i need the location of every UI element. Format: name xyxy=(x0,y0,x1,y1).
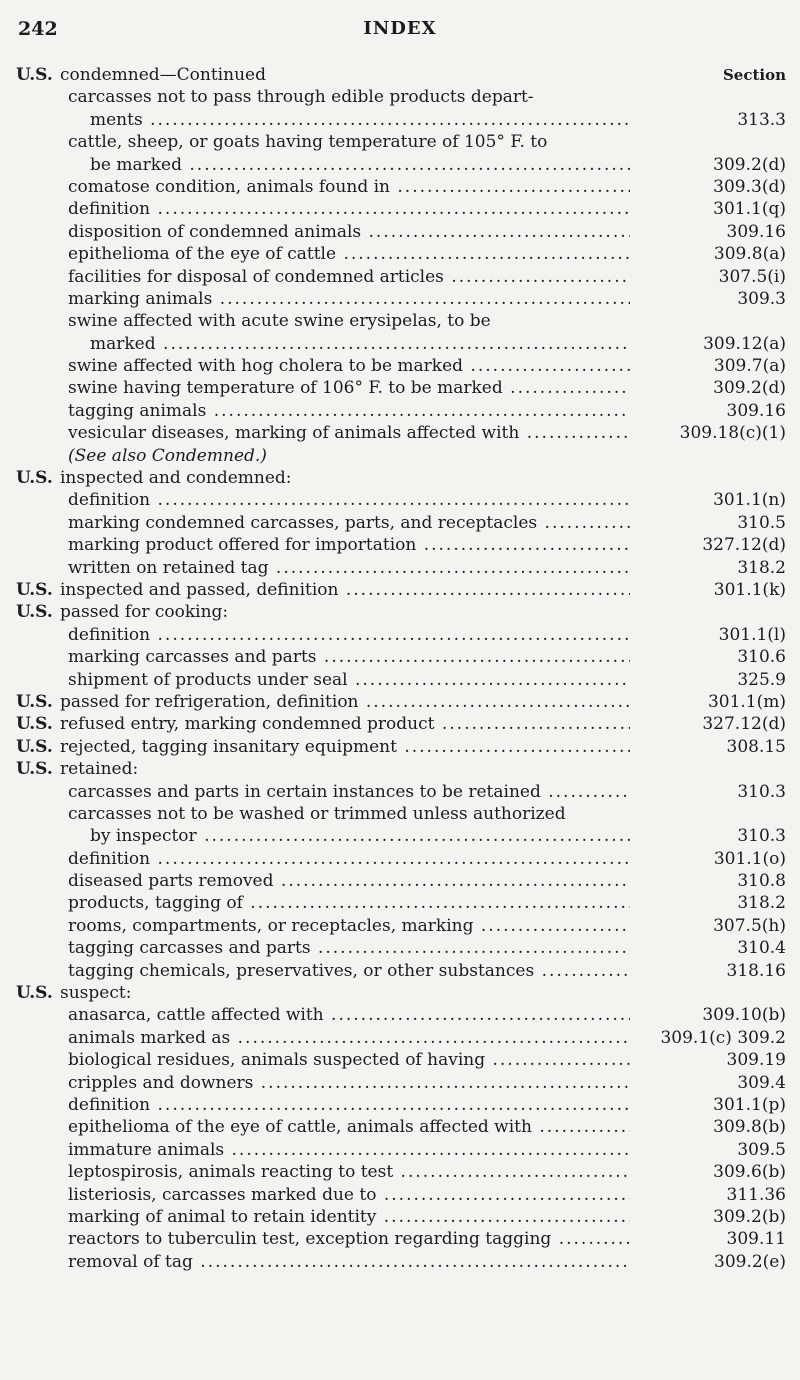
index-entry-text: reactors to tuberculin test, exception regarding tagging ..... xyxy=(68,1228,630,1250)
section-reference: 309.2(e) xyxy=(714,1251,786,1272)
index-entry-text: marking of animal to retain identity ..... xyxy=(68,1206,630,1228)
index-entry xyxy=(16,1116,786,1138)
index-entry-text: definition ..... xyxy=(68,624,630,646)
index-entry-text: carcasses not to be washed or trimmed unless authorized xyxy=(68,803,566,824)
index-entry xyxy=(16,131,786,153)
section-reference: 307.5(i) xyxy=(718,266,786,287)
index-entry xyxy=(16,736,786,758)
index-entry-text: comatose condition, animals found in ..... xyxy=(68,176,630,198)
index-entry xyxy=(16,266,786,288)
index-entry-text: marking carcasses and parts ..... xyxy=(68,646,630,668)
index-entry-text: swine having temperature of 106° F. to be marked ..... xyxy=(68,377,630,399)
index-entry-text: definition ..... xyxy=(68,1094,630,1116)
index-entry-text: inspected and condemned: xyxy=(60,468,292,489)
index-entry-text: be marked ..... xyxy=(90,154,630,176)
index-entry-text: marking product offered for importation ..... xyxy=(68,534,630,556)
index-entry xyxy=(16,892,786,914)
index-entry-text: (See also Condemned.) xyxy=(68,445,267,466)
index-entry-text: definition ..... xyxy=(68,848,630,870)
index-entry xyxy=(16,1251,786,1273)
index-entry xyxy=(16,1139,786,1161)
index-entry-text: animals marked as ..... xyxy=(68,1027,630,1049)
index-entry xyxy=(16,355,786,377)
index-entry-text: marking animals ..... xyxy=(68,288,630,310)
section-reference: 308.15 xyxy=(726,736,786,757)
index-entry xyxy=(16,400,786,422)
section-reference: 318.2 xyxy=(737,893,786,914)
index-entry xyxy=(16,512,786,534)
index-entry-text: swine affected with hog cholera to be marked ..... xyxy=(68,355,630,377)
index-entry-text: refused entry, marking condemned product ..... xyxy=(60,713,630,735)
section-reference: 309.7(a) xyxy=(713,356,786,377)
index-entry-text: by inspector ..... xyxy=(90,825,630,847)
index-entry-text: disposition of condemned animals ..... xyxy=(68,221,630,243)
section-reference: 310.3 xyxy=(737,781,786,802)
index-entry-text: inspected and passed, definition ..... xyxy=(60,579,630,601)
index-entry xyxy=(16,377,786,399)
index-entry-text: passed for refrigeration, definition ..... xyxy=(60,691,630,713)
index-entry xyxy=(16,176,786,198)
section-reference: 309.5 xyxy=(737,1139,786,1160)
index-entry xyxy=(16,64,786,86)
index-entry-text: suspect: xyxy=(60,983,132,1004)
section-reference: 310.5 xyxy=(737,512,786,533)
index-entry xyxy=(16,915,786,937)
index-entry xyxy=(16,243,786,265)
index-entry-text: rooms, compartments, or receptacles, marking ..... xyxy=(68,915,630,937)
index-entry-text: anasarca, cattle affected with ..... xyxy=(68,1004,630,1026)
index-entry xyxy=(16,109,786,131)
index-entry xyxy=(16,445,786,467)
index-entry xyxy=(16,333,786,355)
index-code: U.S. xyxy=(16,65,53,85)
index-code: U.S. xyxy=(16,602,53,623)
section-reference: 301.1(p) xyxy=(713,1094,786,1115)
index-entry-text: retained: xyxy=(60,759,139,780)
section-reference: 309.8(b) xyxy=(713,1117,786,1138)
index-entry-text: epithelioma of the eye of cattle ..... xyxy=(68,243,630,265)
section-reference: 310.3 xyxy=(737,826,786,847)
section-reference: 309.1(c) 309.2 xyxy=(660,1027,786,1048)
index-entry-text: epithelioma of the eye of cattle, animals affected with ..... xyxy=(68,1116,630,1138)
index-entry xyxy=(16,781,786,803)
section-reference: 301.1(k) xyxy=(713,579,786,600)
index-entry xyxy=(16,691,786,713)
index-entry xyxy=(16,624,786,646)
index-entry-text: listeriosis, carcasses marked due to ..... xyxy=(68,1184,630,1206)
section-reference: 310.6 xyxy=(737,647,786,668)
index-entry-text: carcasses and parts in certain instances to be retained ..... xyxy=(68,781,630,803)
index-entry xyxy=(16,848,786,870)
section-reference: 311.36 xyxy=(726,1184,786,1205)
index-entry-text: shipment of products under seal ..... xyxy=(68,669,630,691)
index-code: U.S. xyxy=(16,736,53,757)
index-code: U.S. xyxy=(16,468,53,489)
section-reference: 301.1(n) xyxy=(713,490,786,511)
section-reference: 309.16 xyxy=(726,221,786,242)
index-entry-text: tagging carcasses and parts ..... xyxy=(68,937,630,959)
section-reference: 309.4 xyxy=(737,1072,786,1093)
section-reference: 309.10(b) xyxy=(702,1005,786,1026)
section-reference: 309.6(b) xyxy=(713,1162,786,1183)
index-entry-text: diseased parts removed ..... xyxy=(68,870,630,892)
index-entry xyxy=(16,870,786,892)
index-code: U.S. xyxy=(16,983,53,1004)
index-entry xyxy=(16,579,786,601)
index-entry-text: tagging animals ..... xyxy=(68,400,630,422)
index-entry xyxy=(16,1049,786,1071)
index-entry-text: definition ..... xyxy=(68,198,630,220)
section-reference: 301.1(l) xyxy=(718,624,786,645)
index-entry-text: facilities for disposal of condemned articles ..... xyxy=(68,266,630,288)
section-reference: 309.3(d) xyxy=(713,176,786,197)
index-entry-text: cripples and downers ..... xyxy=(68,1072,630,1094)
index-entry-text: definition ..... xyxy=(68,489,630,511)
index-entry-text: carcasses not to pass through edible products depart- xyxy=(68,87,534,108)
index-entry-text: marking condemned carcasses, parts, and receptacles ..... xyxy=(68,512,630,534)
index-code: U.S. xyxy=(16,691,53,712)
index-entry-text: swine affected with acute swine erysipelas, to be xyxy=(68,311,491,332)
section-reference: 309.8(a) xyxy=(713,244,786,265)
index-entry-text: leptospirosis, animals reacting to test ..... xyxy=(68,1161,630,1183)
index-entry xyxy=(16,422,786,444)
section-reference: 307.5(h) xyxy=(713,915,786,936)
section-reference: 310.4 xyxy=(737,938,786,959)
section-reference: 309.12(a) xyxy=(703,333,786,354)
index-list xyxy=(16,64,786,1273)
index-entry xyxy=(16,982,786,1004)
index-entry-text: immature animals ..... xyxy=(68,1139,630,1161)
index-entry xyxy=(16,1184,786,1206)
index-entry xyxy=(16,86,786,108)
section-reference: 301.1(q) xyxy=(713,199,786,220)
index-entry-text: condemned—Continued xyxy=(60,65,266,85)
section-reference: 310.8 xyxy=(737,871,786,892)
index-entry xyxy=(16,198,786,220)
section-reference: 301.1(m) xyxy=(707,691,786,712)
index-entry-text: ments ..... xyxy=(90,109,630,131)
index-entry-text: marked ..... xyxy=(90,333,630,355)
section-reference: 318.16 xyxy=(726,960,786,981)
index-entry xyxy=(16,937,786,959)
section-reference: 313.3 xyxy=(737,109,786,130)
index-entry-text: tagging chemicals, preservatives, or other substances ..... xyxy=(68,960,630,982)
index-entry xyxy=(16,534,786,556)
index-entry xyxy=(16,713,786,735)
section-reference: 309.11 xyxy=(726,1229,786,1250)
section-reference: 309.18(c)(1) xyxy=(679,423,786,444)
index-entry xyxy=(16,1027,786,1049)
index-entry xyxy=(16,601,786,623)
index-entry xyxy=(16,1206,786,1228)
section-reference: 309.16 xyxy=(726,400,786,421)
index-entry xyxy=(16,467,786,489)
section-reference: 309.2(d) xyxy=(713,378,786,399)
index-entry-text: rejected, tagging insanitary equipment ..... xyxy=(60,736,630,758)
index-entry xyxy=(16,221,786,243)
index-entry xyxy=(16,758,786,780)
section-reference: 309.3 xyxy=(737,288,786,309)
index-entry xyxy=(16,489,786,511)
index-entry xyxy=(16,1004,786,1026)
section-reference: 327.12(d) xyxy=(702,714,786,735)
index-code: U.S. xyxy=(16,759,53,780)
index-entry xyxy=(16,1161,786,1183)
index-entry-text: products, tagging of ..... xyxy=(68,892,630,914)
index-entry xyxy=(16,646,786,668)
section-reference: 309.19 xyxy=(726,1050,786,1071)
section-reference: 325.9 xyxy=(737,669,786,690)
index-entry xyxy=(16,557,786,579)
index-entry-text: passed for cooking: xyxy=(60,602,229,623)
index-entry xyxy=(16,1228,786,1250)
index-entry xyxy=(16,669,786,691)
section-column-heading: Section xyxy=(722,66,786,84)
section-reference: 309.2(b) xyxy=(713,1206,786,1227)
index-entry xyxy=(16,288,786,310)
index-entry xyxy=(16,803,786,825)
index-code: U.S. xyxy=(16,714,53,735)
page-header: INDEX xyxy=(363,18,437,39)
index-entry xyxy=(16,1094,786,1116)
index-entry xyxy=(16,154,786,176)
index-entry-text: cattle, sheep, or goats having temperature of 105° F. to xyxy=(68,132,548,153)
index-entry xyxy=(16,825,786,847)
section-reference: 318.2 xyxy=(737,557,786,578)
page-number: 242 xyxy=(18,18,58,40)
section-reference: 327.12(d) xyxy=(702,535,786,556)
index-entry-text: biological residues, animals suspected of having ..... xyxy=(68,1049,630,1071)
index-entry-text: removal of tag ..... xyxy=(68,1251,630,1273)
section-reference: 309.2(d) xyxy=(713,154,786,175)
index-entry xyxy=(16,310,786,332)
index-entry xyxy=(16,1072,786,1094)
index-entry xyxy=(16,960,786,982)
index-code: U.S. xyxy=(16,579,53,600)
index-entry-text: written on retained tag ..... xyxy=(68,557,630,579)
section-reference: 301.1(o) xyxy=(713,848,786,869)
index-entry-text: vesicular diseases, marking of animals affected with ..... xyxy=(68,422,630,444)
